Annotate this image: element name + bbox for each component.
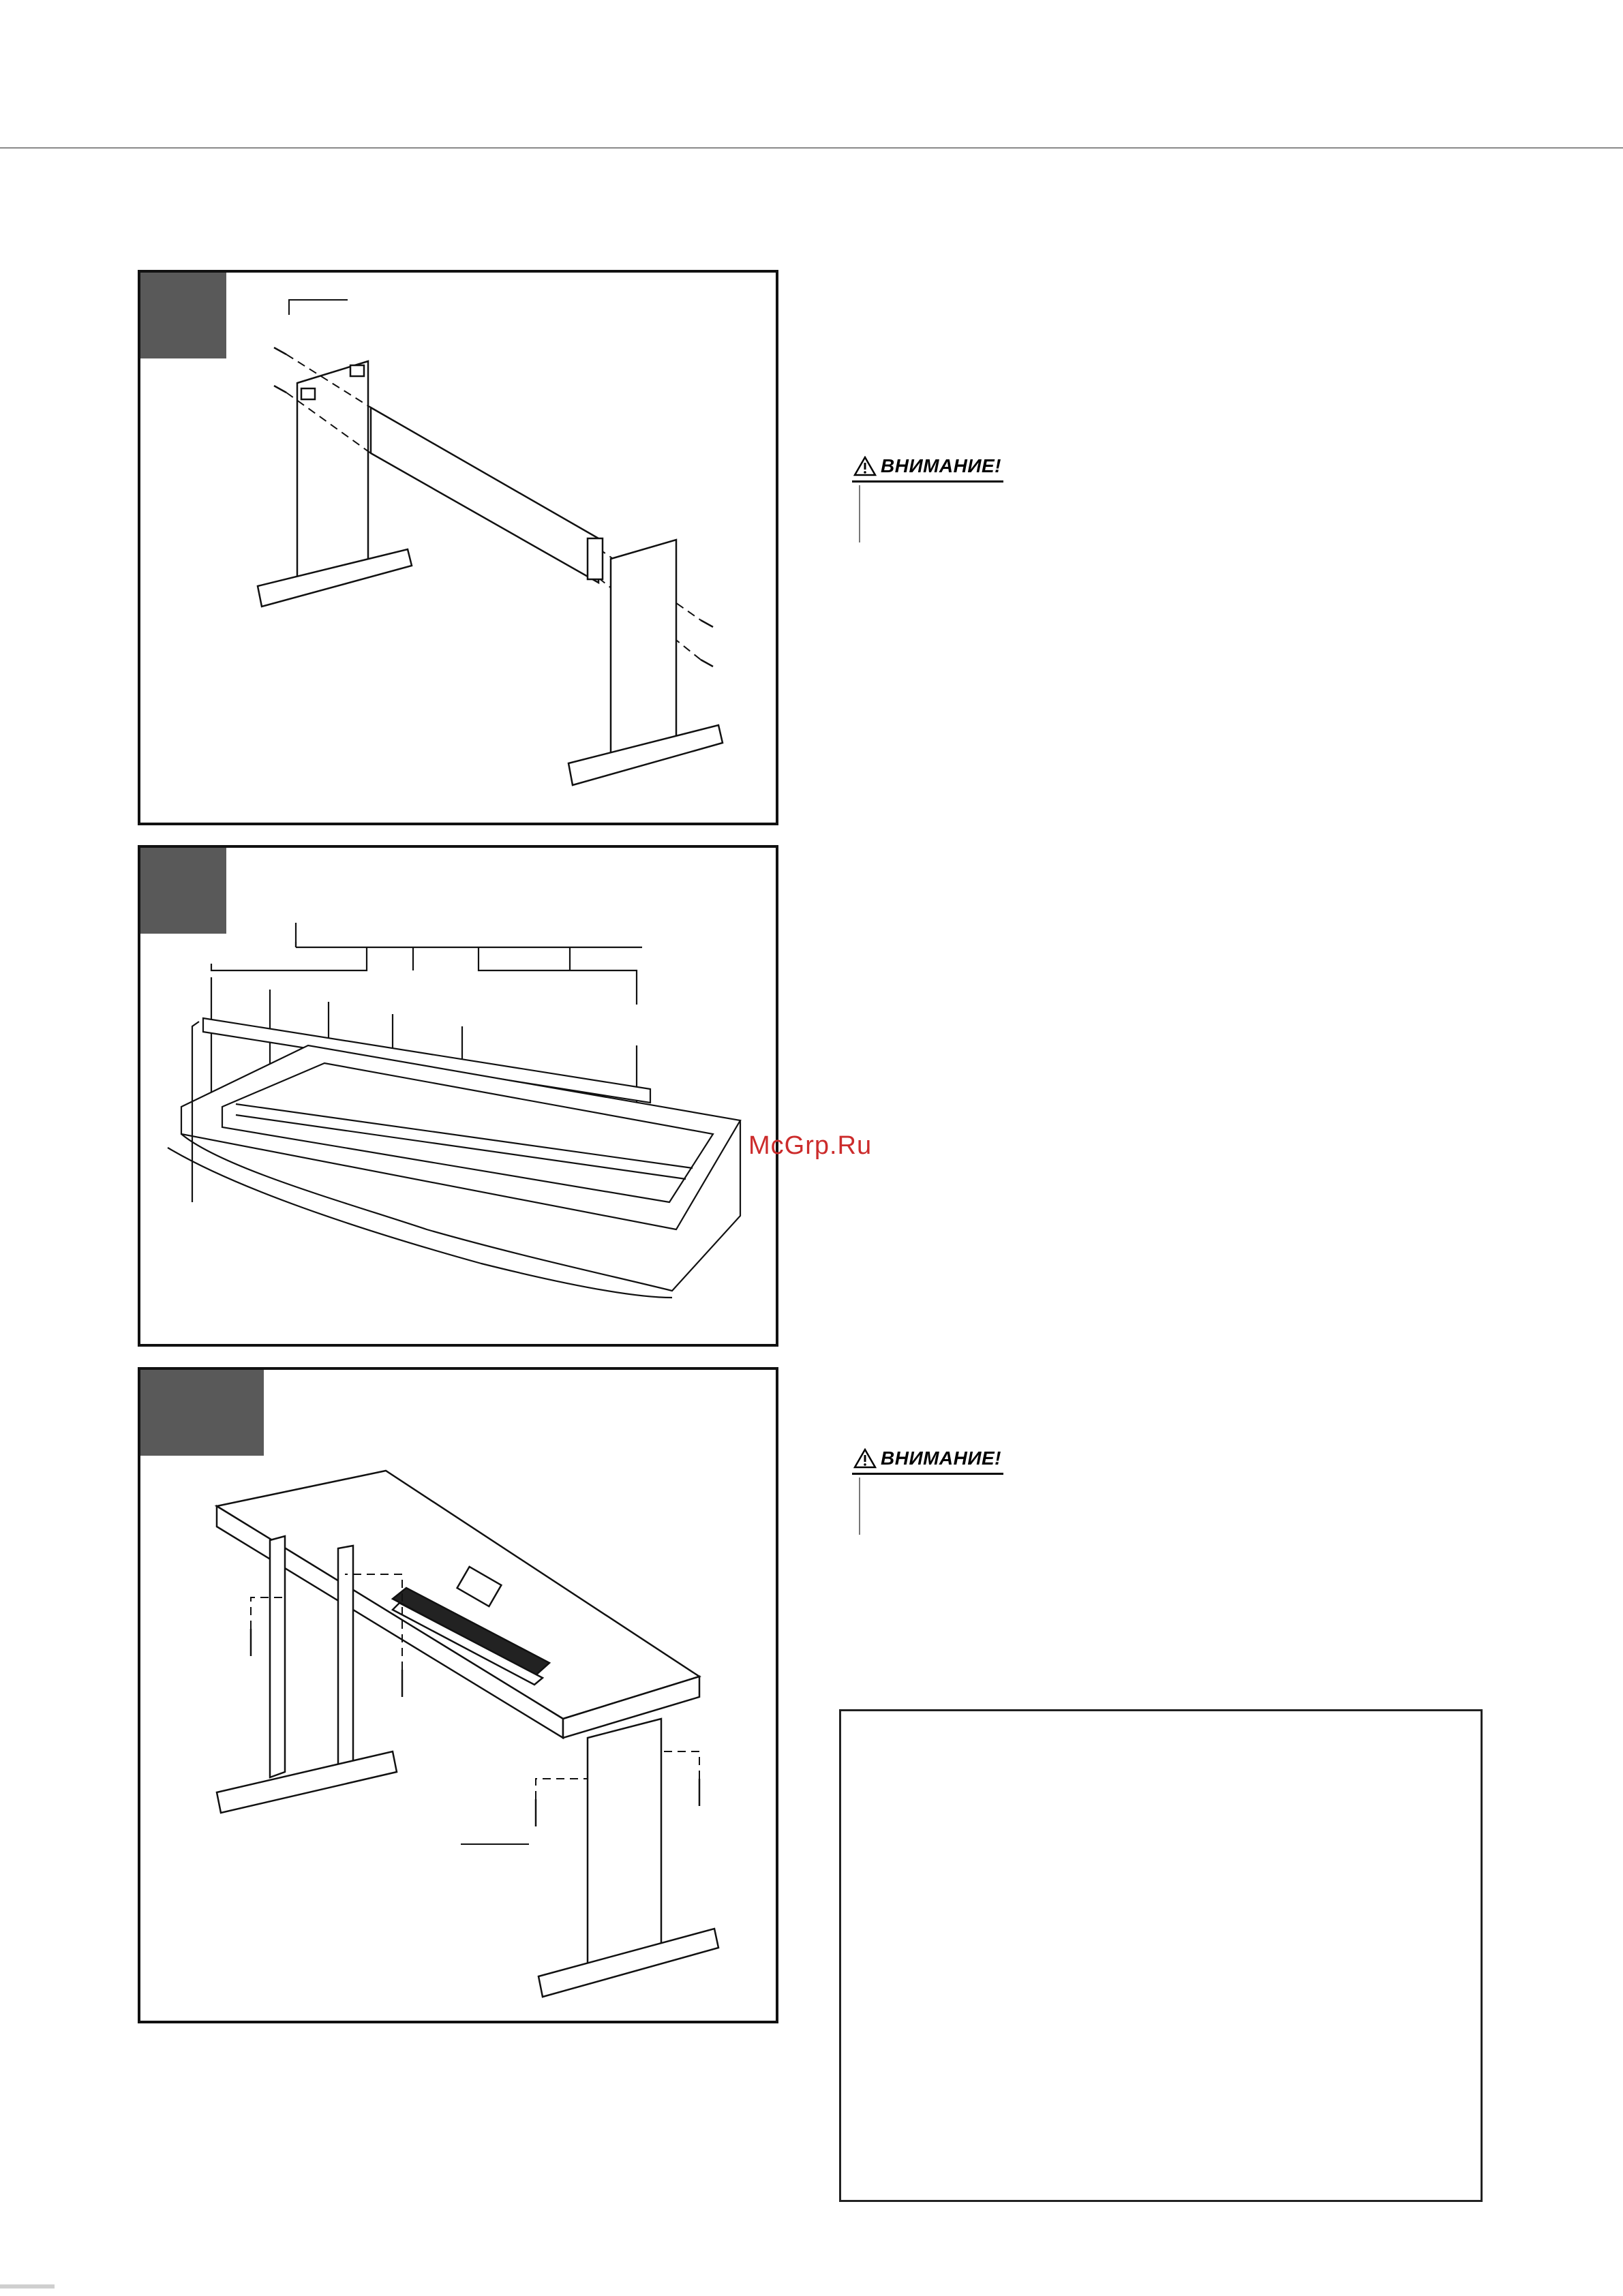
caution-bar-1 (859, 485, 860, 542)
stand-assembly-illustration (140, 273, 776, 823)
caution-notice-1 (853, 455, 1001, 477)
footer-mark (0, 2284, 55, 2289)
warning-triangle-icon (853, 1448, 877, 1469)
caution-underline-2 (852, 1473, 1003, 1475)
figure-panel-3 (138, 1367, 778, 2023)
caution-underline-1 (852, 480, 1003, 483)
warning-triangle-icon (853, 456, 877, 476)
figure-panel-1 (138, 270, 778, 825)
note-box (839, 1709, 1483, 2202)
caution-bar-2 (859, 1478, 860, 1535)
header-rule (0, 147, 1623, 149)
caution-label-2: ВНИМАНИЕ! (881, 1448, 1001, 1469)
figure-panel-2 (138, 845, 778, 1347)
keyboard-underside-illustration (140, 848, 776, 1344)
watermark-text: McGrp.Ru (748, 1131, 873, 1160)
caution-notice-2 (853, 1448, 1001, 1469)
caution-label-1: ВНИМАНИЕ! (881, 455, 1001, 476)
keyboard-mounted-illustration (140, 1370, 776, 2021)
